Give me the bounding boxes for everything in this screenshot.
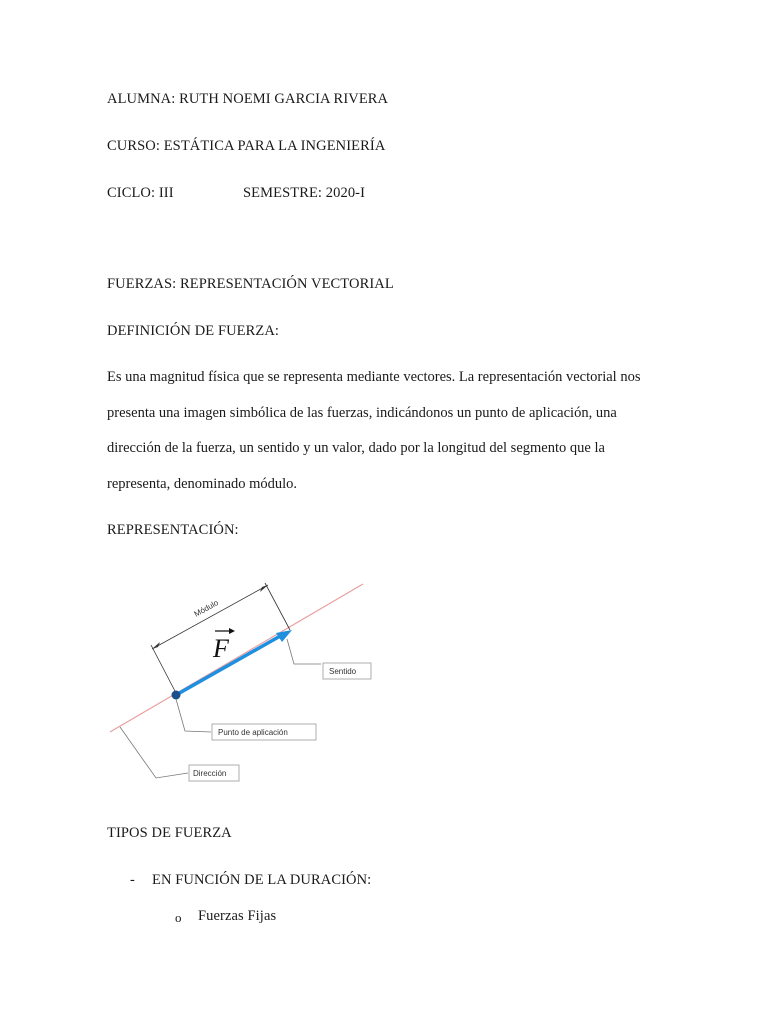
definition-line-1: Es una magnitud física que se representa mediante vectores. La representación vectorial nos	[107, 369, 641, 385]
definition-line-2: presenta una imagen simbólica de las fuerzas, indicándonos un punto de aplicación, una	[107, 405, 617, 421]
modulo-label: Módulo	[192, 598, 220, 619]
punto-label: Punto de aplicación	[218, 728, 288, 737]
types-heading: TIPOS DE FUERZA	[107, 825, 232, 841]
sentido-leader	[287, 639, 321, 664]
list-item-duration: EN FUNCIÓN DE LA DURACIÓN:	[152, 872, 372, 888]
representation-heading: REPRESENTACIÓN:	[107, 522, 239, 538]
modulo-extension-right	[265, 583, 290, 630]
definition-heading: DEFINICIÓN DE FUERZA:	[107, 323, 280, 339]
list-dash: -	[130, 872, 135, 888]
student-line: ALUMNA: RUTH NOEMI GARCIA RIVERA	[107, 91, 389, 107]
vector-symbol-arrowhead	[229, 628, 235, 634]
direccion-leader	[120, 727, 188, 778]
course-line: CURSO: ESTÁTICA PARA LA INGENIERÍA	[107, 138, 386, 154]
sublist-item-fixed-forces: Fuerzas Fijas	[198, 908, 277, 924]
force-vector-diagram	[108, 575, 378, 790]
definition-line-3: dirección de la fuerza, un sentido y un valor, dado por la longitud del segmento que la	[107, 440, 605, 456]
direccion-label: Dirección	[193, 769, 227, 778]
sublist-bullet: o	[175, 910, 182, 925]
vector-symbol: F	[213, 634, 229, 663]
punto-leader	[176, 699, 211, 732]
application-point	[172, 691, 181, 700]
modulo-dimension-line	[152, 585, 268, 649]
section-title: FUERZAS: REPRESENTACIÓN VECTORIAL	[107, 276, 394, 292]
cycle-line: CICLO: III	[107, 185, 174, 201]
force-vector-arrowhead	[276, 630, 292, 642]
sentido-label: Sentido	[329, 667, 357, 676]
definition-line-4: representa, denominado módulo.	[107, 476, 298, 492]
semester-line: SEMESTRE: 2020-I	[243, 185, 366, 201]
modulo-extension-left	[151, 645, 176, 693]
direction-line	[110, 584, 363, 732]
force-vector	[176, 635, 282, 695]
